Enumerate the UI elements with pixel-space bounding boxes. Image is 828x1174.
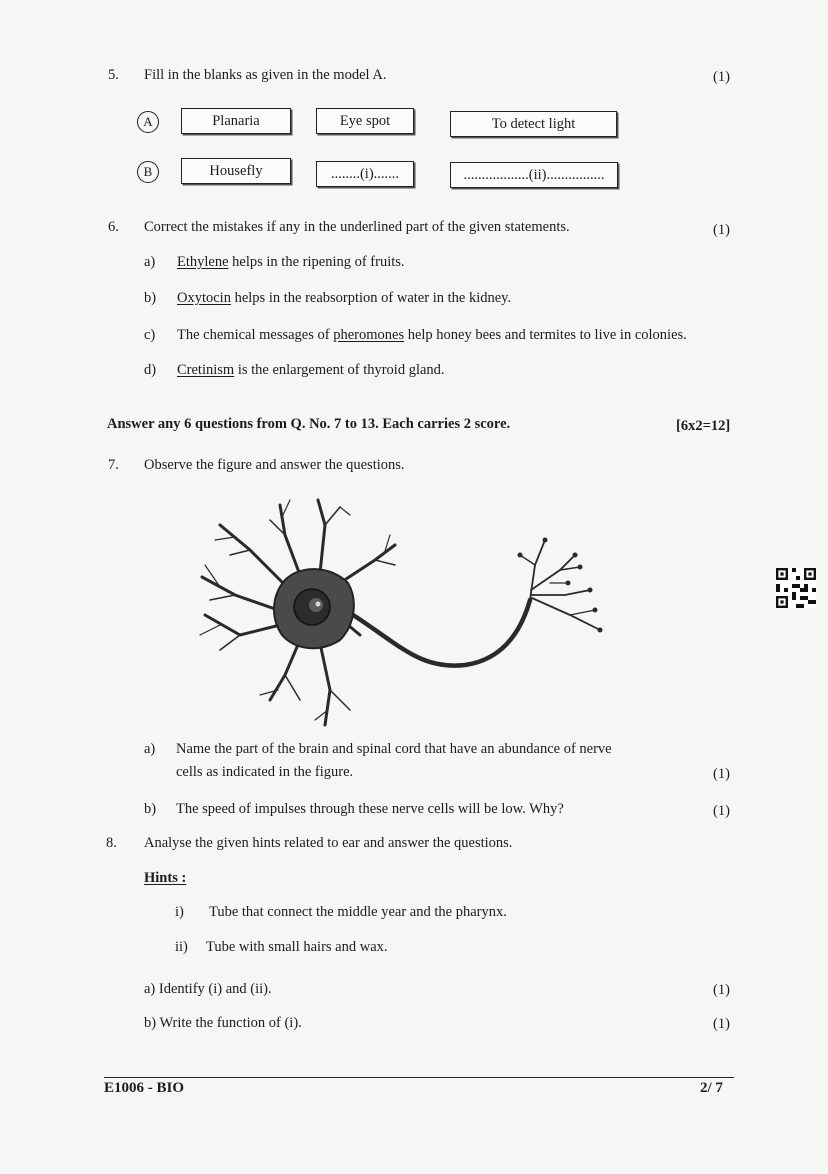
underlined-term: Cretinism — [177, 362, 235, 378]
row-a-organ: Eye spot — [316, 108, 414, 134]
row-b-blank-i: ........(i)....... — [316, 161, 414, 187]
q5-text: Fill in the blanks as given in the model A. — [144, 67, 387, 83]
q7b-text: The speed of impulses through these nerve cells will be low. Why? — [176, 801, 564, 817]
hint-ii: Tube with small hairs and wax. — [206, 939, 388, 955]
section-instruction: Answer any 6 questions from Q. No. 7 to 13. Each carries 2 score. — [107, 416, 511, 432]
row-b-blank-ii: ..................(ii)................ — [450, 162, 618, 188]
q8a-mark: (1) — [713, 982, 730, 998]
q6-mark: (1) — [713, 222, 730, 238]
q8a-text: a) Identify (i) and (ii). — [144, 981, 272, 997]
footer-code: E1006 - BIO — [104, 1080, 185, 1096]
neuron-figure — [190, 495, 630, 735]
q6-item-label: a) — [144, 254, 156, 270]
footer-divider — [104, 1077, 734, 1078]
q6-item-a: Ethylene helps in the ripening of fruits. — [177, 254, 405, 270]
section-mark: [6x2=12] — [676, 418, 731, 434]
q8-number: 8. — [106, 835, 117, 851]
q6-item-b: Oxytocin helps in the reabsorption of water in the kidney. — [177, 290, 512, 306]
q7a-line2: cells as indicated in the figure. — [176, 764, 354, 780]
underlined-term: Oxytocin — [177, 290, 231, 306]
row-a-circle: A — [137, 111, 159, 133]
row-a-function: To detect light — [450, 111, 617, 137]
underlined-term: pheromones — [333, 327, 405, 343]
q7a-mark: (1) — [713, 766, 730, 782]
q6-item-label: b) — [144, 290, 157, 306]
q6-item-label: c) — [144, 327, 156, 343]
row-b-circle: B — [137, 161, 159, 183]
hint-label: i) — [175, 904, 184, 920]
underlined-term: Ethylene — [177, 254, 229, 270]
q6-text: Correct the mistakes if any in the underlined part of the given statements. — [144, 219, 570, 235]
q6-item-c: The chemical messages of pheromones help honey bees and termites to live in colonies. — [177, 327, 687, 343]
q7-text: Observe the figure and answer the questions. — [144, 457, 405, 473]
q7a-line1: Name the part of the brain and spinal cord that have an abundance of nerve — [176, 741, 612, 757]
footer-page: 2/ 7 — [700, 1080, 723, 1096]
q7b-label: b) — [144, 801, 157, 817]
q8-text: Analyse the given hints related to ear and answer the questions. — [144, 835, 513, 851]
q6-number: 6. — [108, 219, 119, 235]
hint-i: Tube that connect the middle year and the pharynx. — [209, 904, 507, 920]
qr-code-icon — [776, 568, 816, 608]
q6-item-d: Cretinism is the enlargement of thyroid gland. — [177, 362, 445, 378]
q7b-mark: (1) — [713, 803, 730, 819]
q7a-label: a) — [144, 741, 156, 757]
q8b-mark: (1) — [713, 1016, 730, 1032]
q5-mark: (1) — [713, 69, 730, 85]
q7-number: 7. — [108, 457, 119, 473]
q5-number: 5. — [108, 67, 119, 83]
q6-item-label: d) — [144, 362, 157, 378]
hint-label: ii) — [175, 939, 188, 955]
q8b-text: b) Write the function of (i). — [144, 1015, 302, 1031]
hints-label: Hints : — [144, 870, 187, 886]
row-a-organism: Planaria — [181, 108, 291, 134]
row-b-organism: Housefly — [181, 158, 291, 184]
